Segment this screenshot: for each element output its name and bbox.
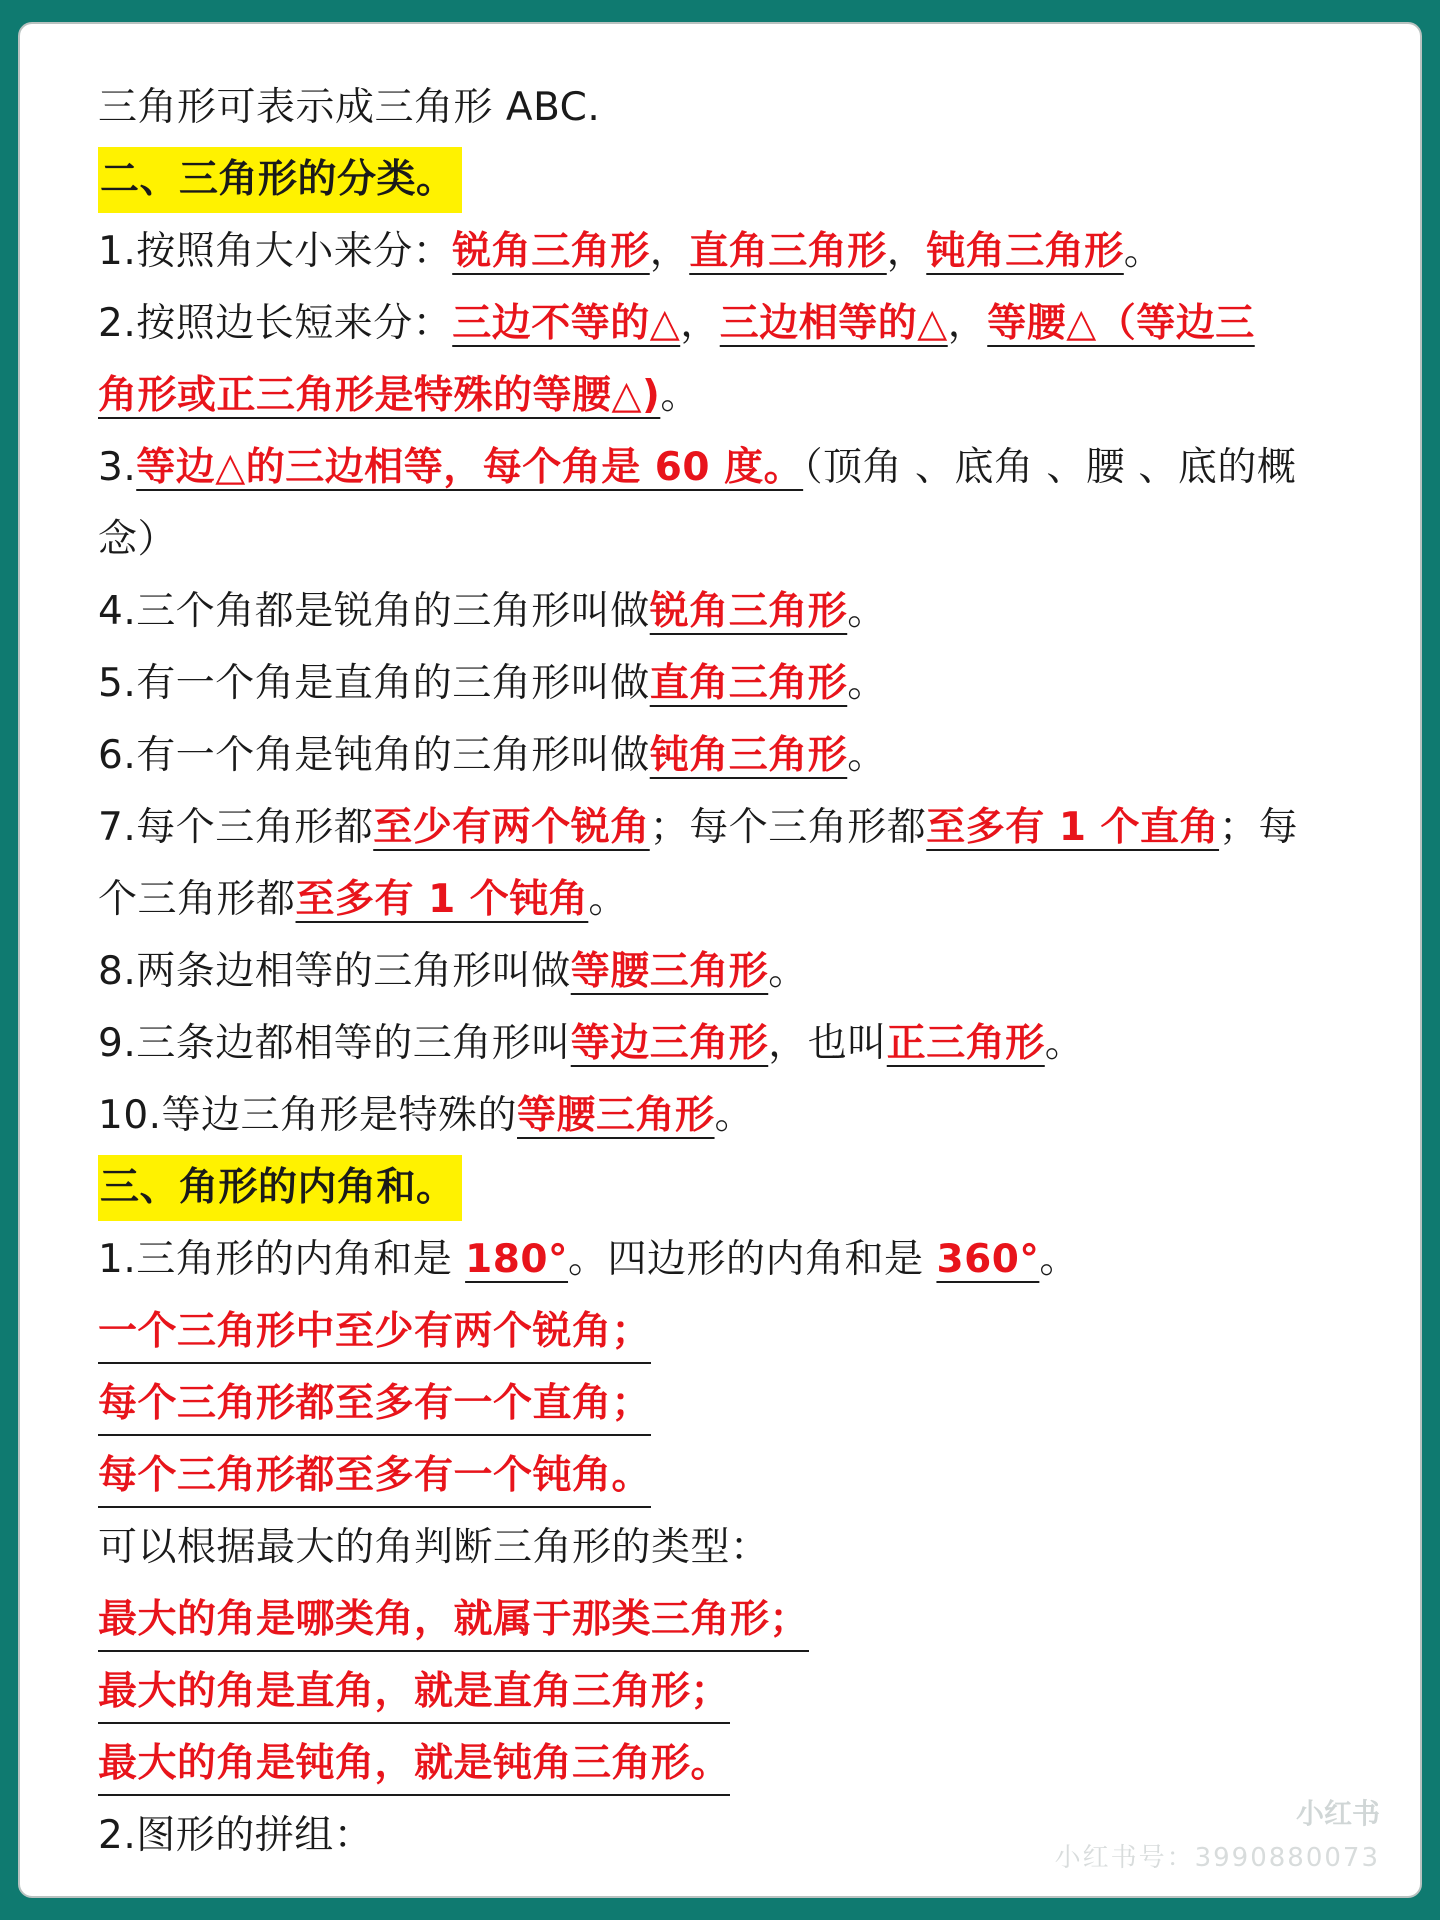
answer-obtuse: 钝角三角形	[926, 229, 1124, 274]
judge-rule-right: 最大的角是直角，就是直角三角形；	[98, 1662, 730, 1724]
answer-isosceles-def: 等腰三角形	[570, 949, 769, 994]
answer-isosceles: 等腰△（等边三	[987, 301, 1255, 346]
answer-scalene: 三边不等的△	[452, 301, 681, 346]
intro-line: 三角形可表示成三角形 ABC.	[98, 85, 601, 130]
item-2-2-prefix: 2.按照边长短来分：	[98, 301, 453, 346]
judge-line: 可以根据最大的角判断三角形的类型：	[98, 1525, 770, 1570]
document-content	[98, 72, 1370, 1872]
item-2-3	[98, 432, 1370, 504]
item-2-7-prefix2: 个三角形都	[98, 877, 296, 922]
item-2-7-prefix: 7.每个三角形都	[98, 805, 374, 850]
item-2-4-prefix: 4.三个角都是锐角的三角形叫做	[98, 589, 650, 634]
item-2-5-end: 。	[847, 661, 887, 706]
section-2-heading: 二、三角形的分类。	[98, 147, 462, 213]
item-2-7-mid2: ；每	[1219, 805, 1299, 850]
judge-rule-line	[98, 1584, 1370, 1656]
item-3-1-end: 。	[1039, 1237, 1079, 1282]
separator: ，	[680, 301, 720, 346]
item-2-9-prefix: 9.三条边都相等的三角形叫	[98, 1021, 571, 1066]
answer-right-def: 直角三角形	[649, 661, 848, 706]
item-2-9	[98, 1008, 1370, 1080]
answer-one-obtuse: 至多有 1 个钝角	[295, 877, 589, 922]
watermark-id: 小红书号：3990880073	[1054, 1843, 1380, 1873]
item-2-3-cont: 念）	[98, 517, 178, 562]
answer-special-isosceles: 等腰三角形	[517, 1093, 715, 1138]
judge-rule-obtuse: 最大的角是钝角，就是钝角三角形。	[98, 1734, 730, 1796]
item-2-6	[98, 720, 1370, 792]
item-2-4	[98, 576, 1370, 648]
section-3-heading: 三、角形的内角和。	[98, 1155, 462, 1221]
separator: ，	[947, 301, 988, 346]
rule-line	[98, 1296, 1370, 1368]
separator: ，	[886, 229, 927, 274]
item-2-1	[98, 216, 1370, 288]
item-2-7-mid: ；每个三角形都	[649, 805, 927, 850]
item-2-3-prefix: 3.	[98, 445, 137, 490]
answer-180: 180°	[465, 1237, 569, 1282]
rule-one-right: 每个三角形都至多有一个直角；	[98, 1374, 651, 1436]
answer-obtuse-def: 钝角三角形	[649, 733, 848, 778]
item-2-2-end: 。	[660, 373, 700, 418]
item-2-1-prefix: 1.按照角大小来分：	[98, 229, 453, 274]
item-2-9-end: 。	[1044, 1021, 1085, 1066]
item-2-10	[98, 1080, 1370, 1152]
item-2-7	[98, 792, 1370, 864]
item-2-10-end: 。	[714, 1093, 755, 1138]
item-2-2	[98, 288, 1370, 360]
separator: ，	[649, 229, 690, 274]
answer-equilateral-property: 等边△的三边相等，每个角是 60 度。	[136, 445, 804, 490]
item-2-7-end: 。	[588, 877, 628, 922]
item-2-7-cont	[98, 864, 1370, 936]
item-2-10-prefix: 10.等边三角形是特殊的	[98, 1093, 518, 1138]
item-2-8	[98, 936, 1370, 1008]
document-page	[18, 22, 1422, 1898]
item-2-2-cont	[98, 360, 1370, 432]
section-2-heading-line	[98, 144, 1370, 216]
watermark-logo: 小红书	[1295, 1797, 1380, 1830]
item-2-5-prefix: 5.有一个角是直角的三角形叫做	[98, 661, 650, 706]
item-3-1-mid: 。四边形的内角和是	[568, 1237, 937, 1282]
item-2-8-end: 。	[768, 949, 808, 994]
answer-360: 360°	[936, 1237, 1040, 1282]
answer-isosceles-cont: 角形或正三角形是特殊的等腰△)	[98, 373, 661, 418]
item-3-1	[98, 1224, 1370, 1296]
rule-line	[98, 1368, 1370, 1440]
rule-line	[98, 1440, 1370, 1512]
judge-rule-line	[98, 1728, 1370, 1800]
rule-two-acute: 一个三角形中至少有两个锐角；	[98, 1302, 651, 1364]
item-2-3-rest: （顶角 、底角 、腰 、底的概	[803, 445, 1297, 490]
item-2-6-prefix: 6.有一个角是钝角的三角形叫做	[98, 733, 650, 778]
answer-equilateral: 三边相等的△	[719, 301, 948, 346]
item-2-4-end: 。	[847, 589, 887, 634]
section-3-heading-line	[98, 1152, 1370, 1224]
item-2-6-end: 。	[847, 733, 887, 778]
answer-right: 直角三角形	[689, 229, 887, 274]
item-2-5	[98, 648, 1370, 720]
answer-acute-def: 锐角三角形	[649, 589, 848, 634]
answer-one-right: 至多有 1 个直角	[926, 805, 1220, 850]
item-3-1-prefix: 1.三角形的内角和是	[98, 1237, 466, 1282]
answer-acute: 锐角三角形	[452, 229, 650, 274]
answer-equilateral-def: 等边三角形	[570, 1021, 769, 1066]
item-2-1-end: 。	[1123, 229, 1164, 274]
judge-rule-line	[98, 1656, 1370, 1728]
answer-regular-triangle: 正三角形	[886, 1021, 1045, 1066]
item-3-2: 2.图形的拼组：	[98, 1813, 374, 1858]
item-2-9-mid: ，也叫	[768, 1021, 887, 1066]
judge-rule-largest: 最大的角是哪类角，就属于那类三角形；	[98, 1590, 809, 1652]
answer-two-acute: 至少有两个锐角	[373, 805, 650, 850]
rule-one-obtuse: 每个三角形都至多有一个钝角。	[98, 1446, 651, 1508]
item-2-8-prefix: 8.两条边相等的三角形叫做	[98, 949, 571, 994]
